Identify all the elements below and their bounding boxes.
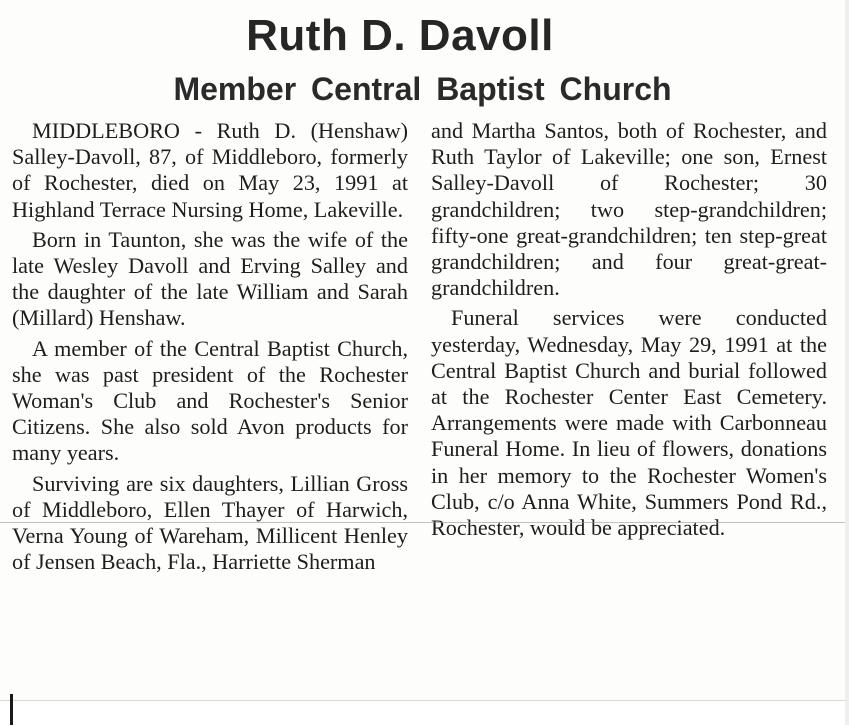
paper-fold-line (0, 522, 849, 523)
paragraph-survivors: Surviving are six daughters, Lillian Gross of Middleboro, Ellen Thayer of Harwich, Verna Young of Wareham, Millicent Henley of Jensen Beach, Fla., Harriette Sherman (12, 470, 408, 575)
paragraph-church-membership: A member of the Central Baptist Church, she was past president of the Rochester Woman's Club and Rochester's Senior Citizens. She also sold Avon products for many years. (12, 335, 408, 466)
paragraph-family-background: Born in Taunton, she was the wife of the late Wesley Davoll and Erving Salley and the daughter of the late William and Sarah (Millard) Henshaw. (12, 226, 408, 331)
right-column (431, 118, 827, 545)
paragraph-survivors-continued: and Martha Santos, both of Rochester, and Ruth Taylor of Lakeville; one son, Ernest Salley-Davoll of Rochester; 30 grandchildren; two step-grandchildren; fifty-one great-grandchildren; ten step-great grandchildren; and four great-great-grandchildren. (431, 118, 827, 301)
paragraph-death-notice: MIDDLEBORO - Ruth D. (Henshaw) Salley-Davoll, 87, of Middleboro, formerly of Rochester, died on May 23, 1991 at Highland Terrace Nursing Home, Lakeville. (12, 118, 408, 222)
obituary-subheadline: Member Central Baptist Church (173, 71, 672, 107)
left-column (12, 118, 408, 579)
clipping-right-edge (845, 0, 849, 725)
paragraph-funeral-services: Funeral services were conducted yesterday, Wednesday, May 29, 1991 at the Central Baptist Church and burial followed at the Rochester Center East Cemetery. Arrangements were made with Carbonneau Funeral Home. In lieu of flowers, donations in her memory to the Rochester Women's Club, c/o Anna White, Summers Pond Rd., Rochester, would be appreciated. (431, 305, 827, 541)
scan-edge-mark (10, 694, 13, 725)
clipping-bottom-margin (0, 700, 849, 726)
obituary-headline: Ruth D. Davoll (246, 11, 554, 60)
